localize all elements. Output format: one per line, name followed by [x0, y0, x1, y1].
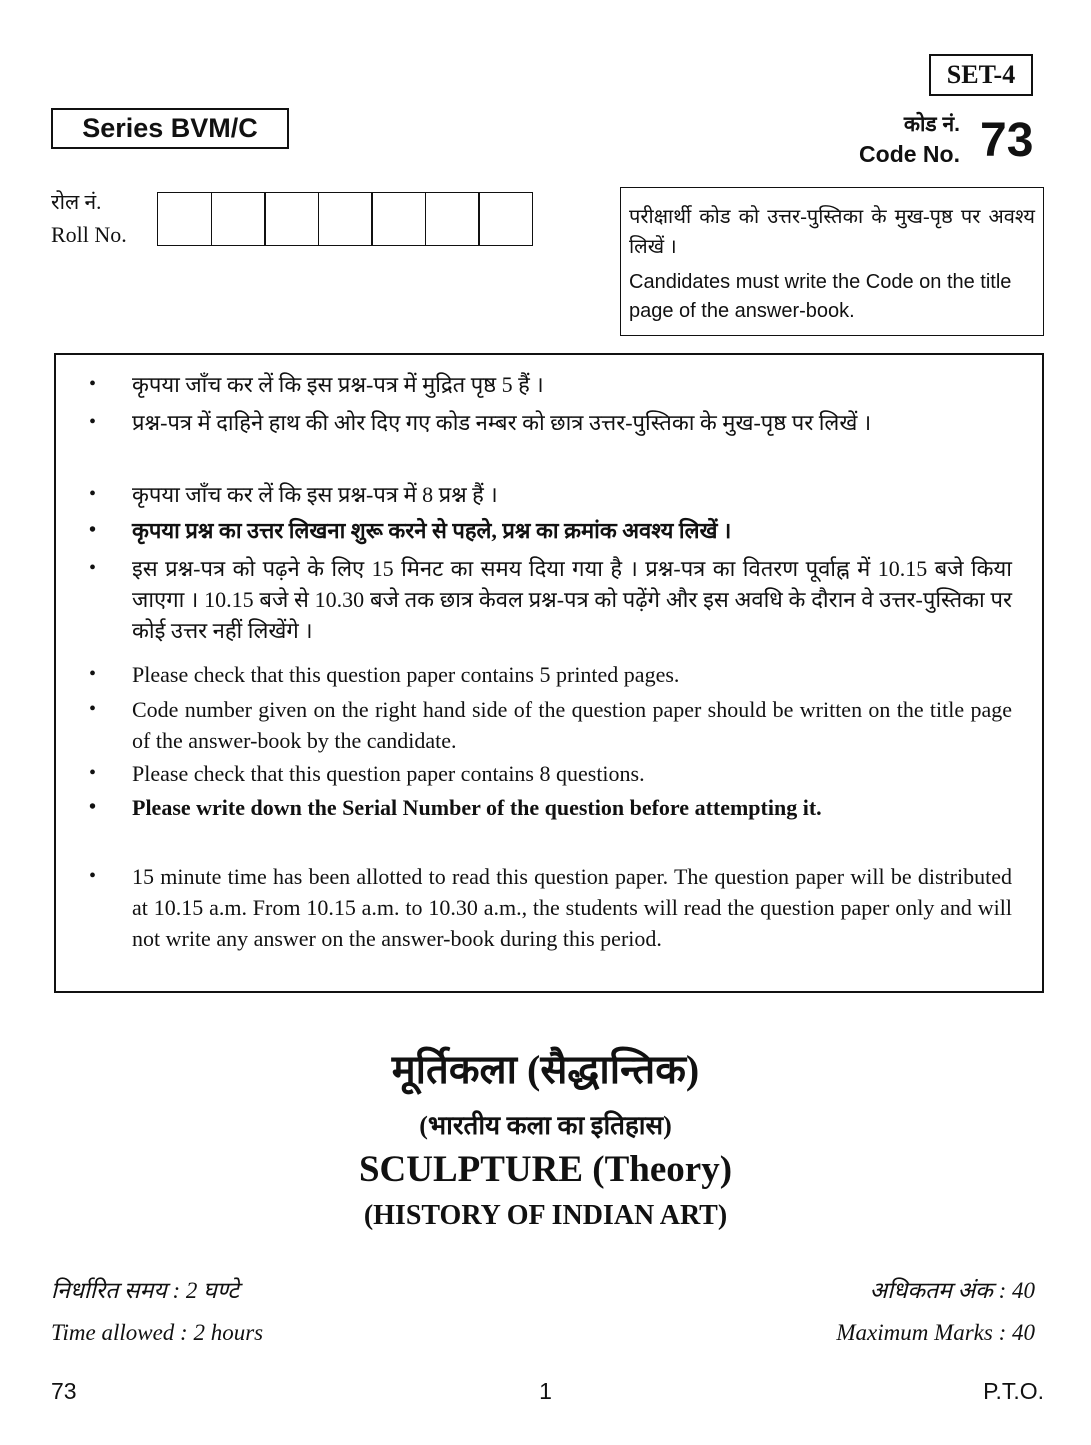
code-instruction-box — [620, 187, 1044, 336]
roll-cell[interactable] — [478, 192, 533, 246]
instruction-item: • प्रश्न-पत्र में दाहिने हाथ की ओर दिए गए कोड नम्बर को छात्र उत्तर-पुस्तिका के मुख-पृष्ठ पर लिखें । — [132, 407, 1012, 438]
code-label-english: Code No. — [859, 141, 960, 167]
instruction-item: • Please check that this question paper contains 5 printed pages. — [132, 659, 1012, 690]
instruction-item: • Code number given on the right hand side of the question paper should be written on the title page of the answer-book by the candidate. — [132, 694, 1012, 756]
footer-code: 73 — [51, 1378, 77, 1404]
code-instruction-hindi: परीक्षार्थी कोड को उत्तर-पुस्तिका के मुख-पृष्ठ पर अवश्य लिखें । — [629, 206, 1035, 258]
title-english: SCULPTURE (Theory) — [358, 1149, 733, 1190]
instruction-item: • Please check that this question paper contains 8 questions. — [132, 758, 1012, 789]
roll-cell[interactable] — [371, 192, 426, 246]
time-allowed-hindi: निर्धारित समय : 2 घण्टे — [51, 1278, 239, 1303]
set-label: SET-4 — [929, 54, 1033, 96]
general-instructions-box — [54, 353, 1044, 993]
page-number: 1 — [539, 1378, 552, 1404]
roll-cell[interactable] — [425, 192, 480, 246]
series-label: Series BVM/C — [51, 108, 289, 149]
instruction-item: • Please write down the Serial Number of the question before attempting it. — [132, 792, 1012, 823]
subtitle-english: (HISTORY OF INDIAN ART) — [363, 1200, 728, 1231]
roll-cell[interactable] — [264, 192, 319, 246]
time-allowed-english: Time allowed : 2 hours — [51, 1320, 264, 1345]
roll-label-hindi: रोल नं. — [51, 190, 102, 214]
instruction-item: • कृपया जाँच कर लें कि इस प्रश्न-पत्र में 8 प्रश्न हैं । — [132, 479, 1012, 510]
instruction-item: • कृपया जाँच कर लें कि इस प्रश्न-पत्र में मुद्रित पृष्ठ 5 हैं । — [132, 369, 1012, 400]
roll-cell[interactable] — [318, 192, 373, 246]
instruction-item: • 15 minute time has been allotted to read this question paper. The question paper will be distributed at 10.15 a.m. From 10.15 a.m. to 10.30 a.m., the students will read the question paper only and will not write any answer on the answer-book during this period. — [132, 861, 1012, 954]
maximum-marks-english: Maximum Marks : 40 — [836, 1320, 1035, 1345]
subtitle-hindi: (भारतीय कला का इतिहास) — [419, 1111, 672, 1140]
roll-label-english: Roll No. — [51, 222, 127, 247]
code-number: 73 — [980, 114, 1034, 167]
roll-cell[interactable] — [211, 192, 266, 246]
please-turn-over: P.T.O. — [983, 1378, 1044, 1404]
roll-number-grid — [157, 192, 532, 246]
code-label-hindi: कोड नं. — [903, 113, 960, 136]
title-hindi: मूर्तिकला (सैद्धान्तिक) — [391, 1047, 700, 1092]
maximum-marks-hindi: अधिकतम अंक : 40 — [869, 1278, 1035, 1303]
roll-cell[interactable] — [157, 192, 212, 246]
instruction-item: • कृपया प्रश्न का उत्तर लिखना शुरू करने से पहले, प्रश्न का क्रमांक अवश्य लिखें । — [132, 515, 1012, 546]
instruction-item: • इस प्रश्न-पत्र को पढ़ने के लिए 15 मिनट का समय दिया गया है । प्रश्न-पत्र का वितरण पूर्वाह्न में 10.15 बजे किया जाएगा । 10.15 बजे से 10.30 बजे तक छात्र केवल प्रश्न-पत्र को पढ़ेंगे और इस अवधि के दौरान वे उत्तर-पुस्तिका पर कोई उत्तर नहीं लिखेंगे । — [132, 553, 1012, 646]
code-instruction-english: Candidates must write the Code on the title page of the answer-book. — [629, 271, 1012, 322]
